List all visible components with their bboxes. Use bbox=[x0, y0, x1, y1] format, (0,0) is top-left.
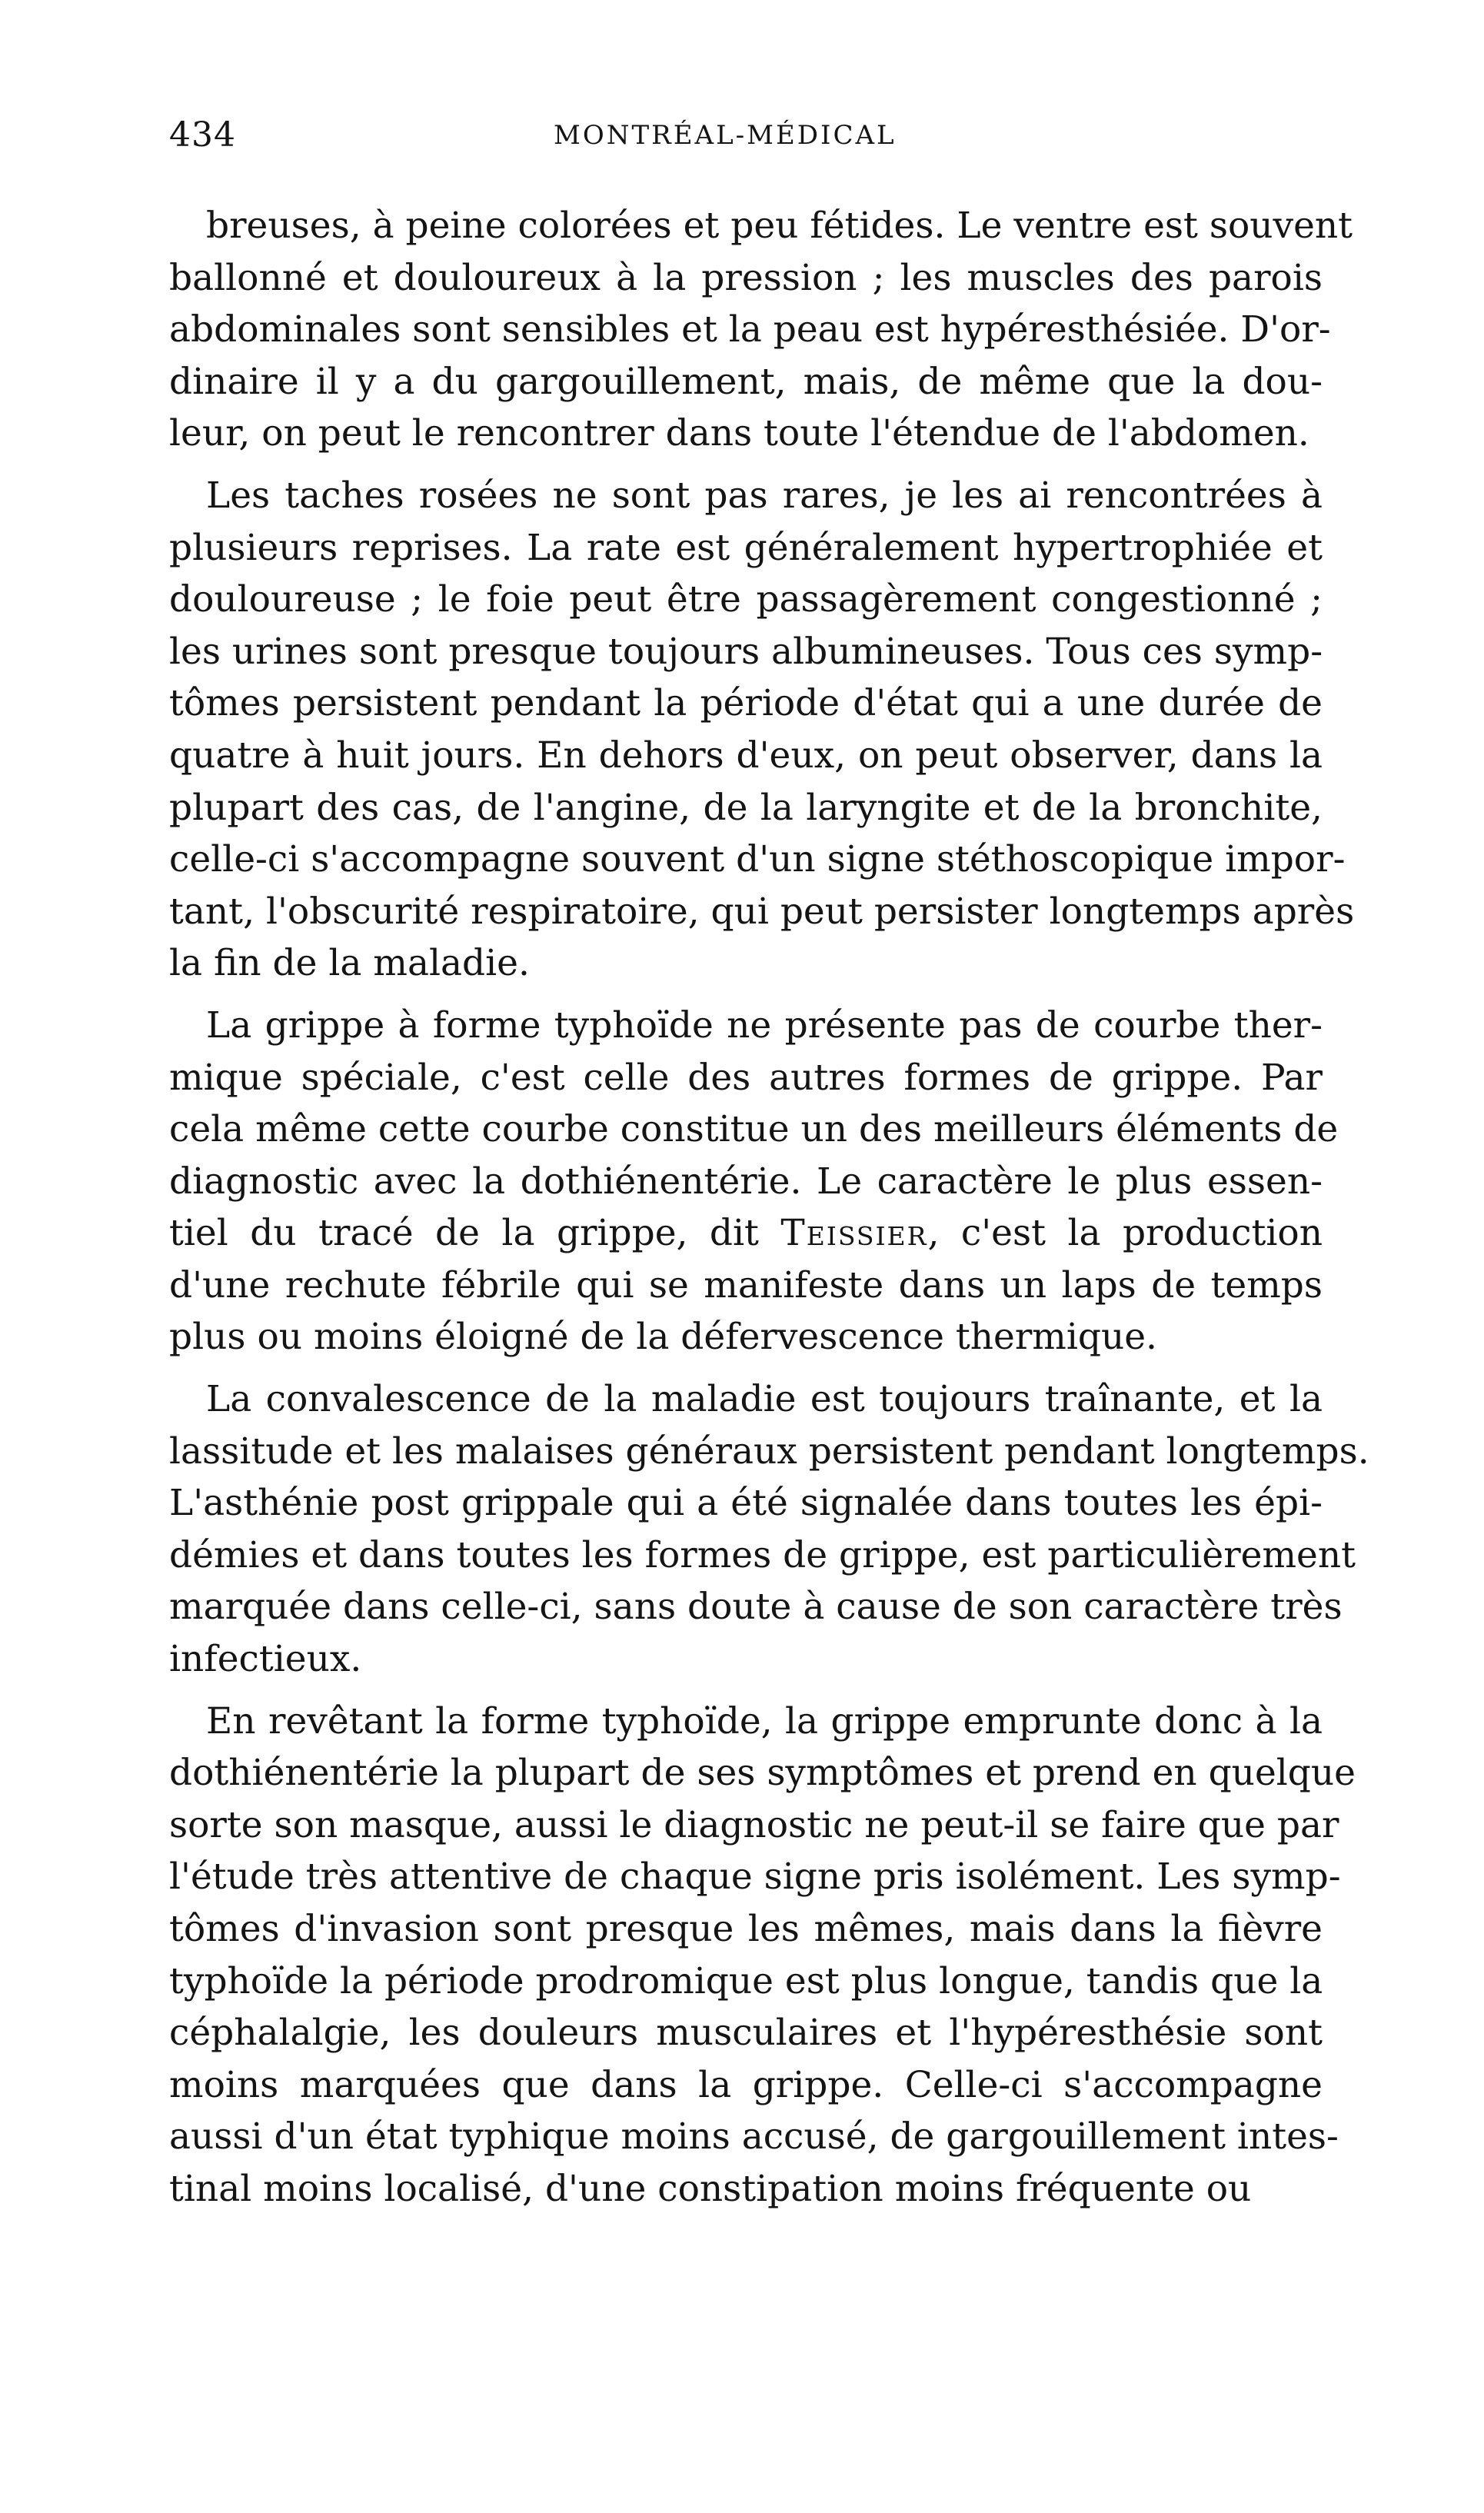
text-line: moins marquées que dans la grippe. Celle-ci s'accompagne bbox=[169, 2063, 1323, 2106]
text-line: mique spéciale, c'est celle des autres formes de grippe. Par bbox=[169, 1056, 1323, 1099]
text-line bbox=[169, 1207, 1323, 1260]
text-line: plupart des cas, de l'angine, de la laryngite et de la bronchite, bbox=[169, 786, 1323, 829]
text-line: aussi d'un état typhique moins accusé, de gargouillement intes- bbox=[169, 2115, 1339, 2159]
paragraph bbox=[169, 1696, 1356, 2215]
text-line: l'étude très attentive de chaque signe pris isolément. Les symp- bbox=[169, 1856, 1341, 1899]
text-line: plus ou moins éloigné de la défervescence thermique. bbox=[169, 1316, 1157, 1359]
text-line: tômes d'invasion sont presque les mêmes, mais dans la fièvre bbox=[169, 1908, 1323, 1950]
text-line: lassitude et les malaises généraux persistent pendant longtemps. bbox=[169, 1430, 1369, 1473]
text-line: la fin de la maladie. bbox=[169, 942, 530, 985]
text-line: cela même cette courbe constitue un des meilleurs éléments de bbox=[169, 1108, 1339, 1151]
text-line: d'une rechute fébrile qui se manifeste dans un laps de temps bbox=[169, 1263, 1323, 1306]
text-segment: , c'est la production bbox=[927, 1212, 1323, 1255]
text-line: L'asthénie post grippale qui a été signalée dans toutes les épi- bbox=[169, 1482, 1323, 1525]
text-line: La grippe à forme typhoïde ne présente pas de courbe ther- bbox=[206, 1004, 1323, 1047]
author-name: Teissier bbox=[780, 1212, 928, 1255]
text-line: diagnostic avec la dothiénentérie. Le caractère le plus essen- bbox=[169, 1160, 1323, 1203]
page-number: 434 bbox=[169, 115, 236, 155]
text-line: ballonné et douloureux à la pression ; les muscles des parois bbox=[169, 256, 1323, 299]
text-line: tômes persistent pendant la période d'état qui a une durée de bbox=[169, 682, 1323, 725]
text-line: tinal moins localisé, d'une constipation moins fréquente ou bbox=[169, 2167, 1252, 2210]
text-line: typhoïde la période prodromique est plus longue, tandis que la bbox=[169, 1959, 1323, 2002]
text-segment: tiel du tracé de la grippe, dit bbox=[169, 1212, 781, 1255]
paragraph bbox=[169, 1000, 1339, 1363]
text-line: abdominales sont sensibles et la peau est hypéresthésiée. D'or- bbox=[169, 308, 1331, 351]
paragraph bbox=[169, 470, 1355, 990]
text-line: dinaire il y a du gargouillement, mais, de même que la dou- bbox=[169, 360, 1323, 403]
text-line: douloureuse ; le foie peut être passagèrement congestionné ; bbox=[169, 578, 1323, 621]
text-line: démies et dans toutes les formes de grippe, est particulièrement bbox=[169, 1533, 1356, 1576]
text-line: céphalalgie, les douleurs musculaires et l'hypéresthésie sont bbox=[169, 2012, 1323, 2055]
paragraph bbox=[169, 1373, 1369, 1686]
running-head: MONTRÉAL-MÉDICAL bbox=[554, 120, 897, 151]
text-line: La convalescence de la maladie est toujours traînante, et la bbox=[206, 1378, 1323, 1421]
text-line: les urines sont presque toujours albumineuses. Tous ces symp- bbox=[169, 630, 1323, 673]
text-line: dothiénentérie la plupart de ses symptômes et prend en quelque bbox=[169, 1752, 1356, 1795]
text-line: plusieurs reprises. La rate est généralement hypertrophiée et bbox=[169, 526, 1323, 569]
text-line: En revêtant la forme typhoïde, la grippe emprunte donc à la bbox=[206, 1699, 1323, 1742]
text-line: infectieux. bbox=[169, 1638, 362, 1681]
body-text bbox=[169, 200, 1369, 2225]
text-line: sorte son masque, aussi le diagnostic ne peut-il se faire que par bbox=[169, 1803, 1339, 1846]
text-line: Les taches rosées ne sont pas rares, je les ai rencontrées à bbox=[206, 474, 1323, 517]
text-line: quatre à huit jours. En dehors d'eux, on peut observer, dans la bbox=[169, 734, 1323, 777]
text-line: tant, l'obscurité respiratoire, qui peut persister longtemps après bbox=[169, 890, 1355, 933]
text-line: celle-ci s'accompagne souvent d'un signe stéthoscopique impor- bbox=[169, 838, 1346, 881]
text-line: breuses, à peine colorées et peu fétides. Le ventre est souvent bbox=[206, 205, 1353, 247]
text-line: leur, on peut le rencontrer dans toute l'étendue de l'abdomen. bbox=[169, 412, 1309, 455]
paragraph bbox=[169, 200, 1353, 460]
page-header bbox=[169, 115, 1323, 169]
text-line: marquée dans celle-ci, sans doute à cause de son caractère très bbox=[169, 1586, 1343, 1629]
